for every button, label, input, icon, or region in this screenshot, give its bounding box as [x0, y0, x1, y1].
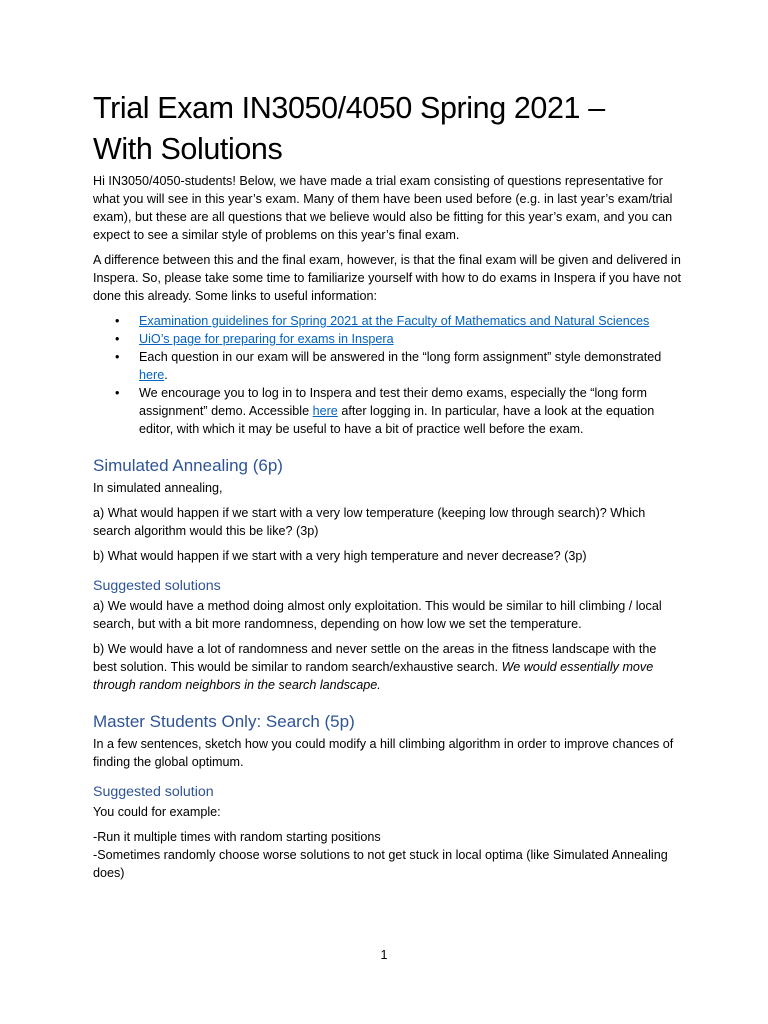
page-number: 1: [380, 948, 388, 962]
solution-b-text: b) We would have a lot of randomness and never settle on the areas in the fitness landscape with the best solution. This would be similar to random search/exhaustive search.: [93, 642, 657, 674]
list-item: [115, 312, 683, 330]
long-form-demo-link[interactable]: here: [139, 368, 165, 382]
solution-a: a) We would have a method doing almost only exploitation. This would be similar to hill climbing / local search, but with a bit more randomness, depending on how low we set the temperature.: [93, 599, 662, 631]
bullet-icon: •: [115, 386, 120, 400]
section-heading-simulated-annealing: Simulated Annealing (6p): [93, 456, 283, 475]
solution-point-1: -Run it multiple times with random starting positions: [93, 830, 381, 844]
title-line-1: Trial Exam IN3050/4050 Spring 2021 –: [93, 91, 605, 125]
solution-b-italic: We would essentially move through random neighbors in the search landscape.: [93, 660, 654, 692]
section-lead: In simulated annealing,: [93, 481, 223, 495]
solution-point-2: -Sometimes randomly choose worse solutions to not get stuck in local optima (like Simulated Annealing does): [93, 848, 668, 880]
document-page: [93, 88, 683, 882]
document-title: [93, 88, 683, 170]
demo-exam-link[interactable]: here: [312, 404, 338, 418]
question-b: b) What would happen if we start with a very high temperature and never decrease? (3p): [93, 549, 587, 563]
list-item: [115, 348, 683, 384]
difference-paragraph: A difference between this and the final exam, however, is that the final exam will be given and delivered in Inspera. So, please take some time to familiarize yourself with how to do exams in Inspera if you have not done this already. Some links to useful information:: [93, 253, 682, 303]
useful-links-list: [93, 312, 683, 438]
bullet-icon: •: [115, 350, 120, 364]
suggested-solution-heading: Suggested solution: [93, 784, 214, 800]
inspera-preparation-link[interactable]: UiO’s page for preparing for exams in Inspera: [139, 332, 394, 346]
search-question: In a few sentences, sketch how you could modify a hill climbing algorithm in order to improve chances of finding the global optimum.: [93, 737, 674, 769]
bullet-icon: •: [115, 332, 120, 346]
suggested-solutions-heading: Suggested solutions: [93, 578, 221, 594]
list-item: [115, 384, 683, 438]
solution-points: [93, 828, 683, 882]
list-item: [115, 330, 683, 348]
intro-paragraph: Hi IN3050/4050-students! Below, we have made a trial exam consisting of questions representative for what you will see in this year’s exam. Many of them have been used before (e.g. in last year’s exam/trial exam), but these are all questions that we believe would also be fitting for this year’s exam, and you can expect to see a similar style of problems on this year’s final exam.: [93, 174, 673, 242]
section-heading-search: Master Students Only: Search (5p): [93, 712, 355, 731]
demo-exam-text: We encourage you to log in to Inspera and test their demo exams, especially the “long form assignment” demo. Accessible: [139, 386, 647, 418]
long-form-text: Each question in our exam will be answered in the “long form assignment” style demonstrated: [139, 350, 662, 364]
demo-exam-text-end: after logging in. In particular, have a look at the equation editor, with which it may be useful to have a bit of practice well before the exam.: [139, 404, 655, 436]
solution-lead: You could for example:: [93, 805, 221, 819]
title-line-2: With Solutions: [93, 132, 283, 166]
question-a: a) What would happen if we start with a very low temperature (keeping low through search)? Which search algorithm would this be like? (3p): [93, 506, 646, 538]
solution-b: [93, 640, 683, 694]
long-form-text-end: .: [164, 368, 168, 382]
bullet-icon: •: [115, 314, 120, 328]
examination-guidelines-link[interactable]: Examination guidelines for Spring 2021 at the Faculty of Mathematics and Natural Sciences: [139, 314, 650, 328]
